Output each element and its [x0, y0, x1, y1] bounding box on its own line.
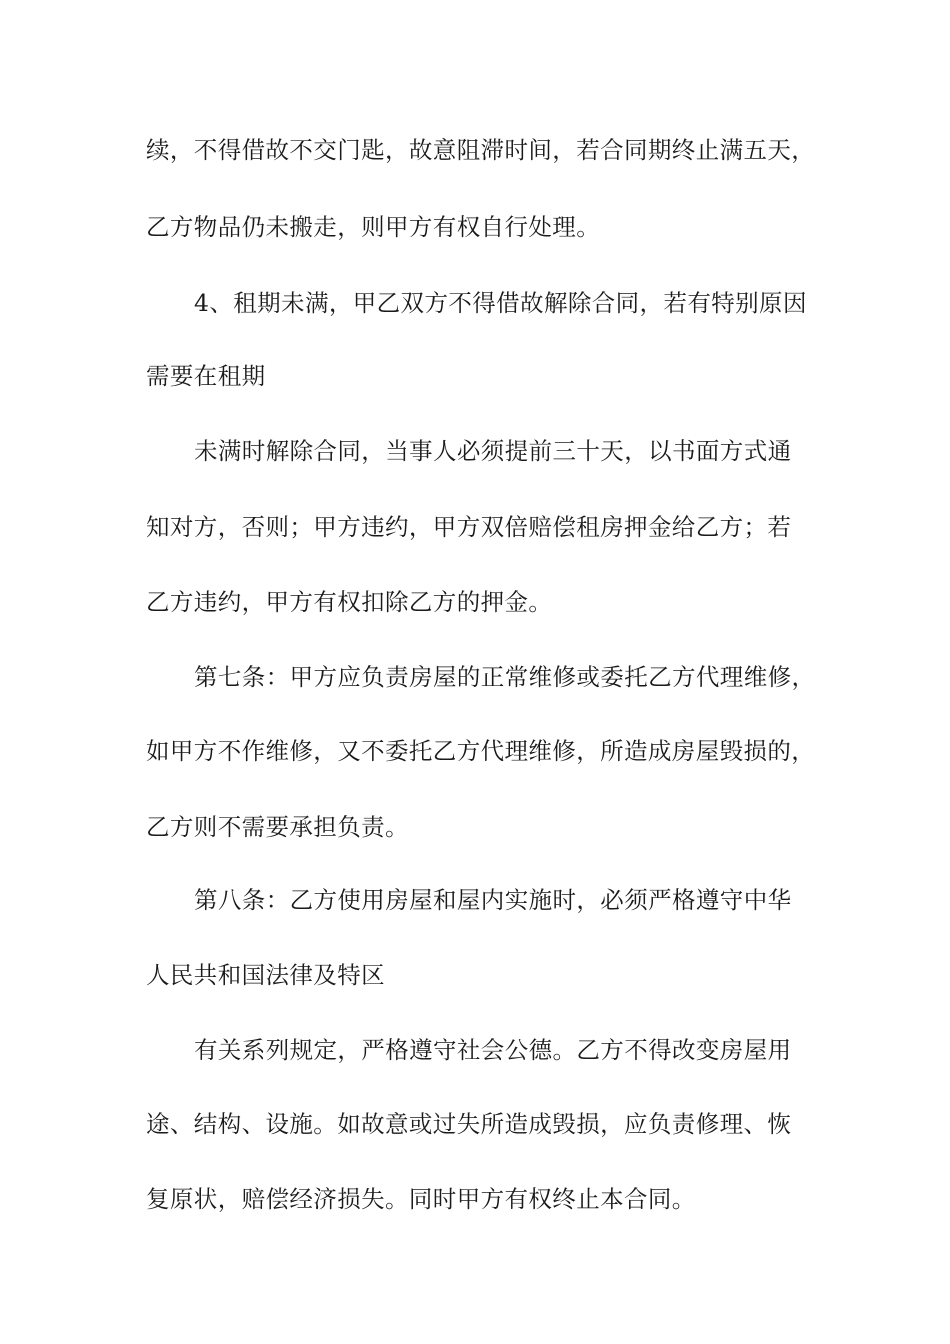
paragraph-line: 续，不得借故不交门匙，故意阻滞时间，若合同期终止满五天， [146, 136, 816, 164]
paragraph-line: 复原状，赔偿经济损失。同时甲方有权终止本合同。 [146, 1185, 696, 1213]
paragraph-line: 乙方则不需要承担负责。 [146, 813, 409, 841]
paragraph-line: 乙方违约，甲方有权扣除乙方的押金。 [146, 588, 553, 616]
paragraph-line: 有关系列规定，严格遵守社会公德。乙方不得改变房屋用 [194, 1036, 792, 1064]
paragraph-line: 人民共和国法律及特区 [146, 961, 385, 989]
paragraph-line: 4、租期未满，甲乙双方不得借故解除合同，若有特别原因 [194, 289, 807, 317]
paragraph-line: 需要在租期 [146, 362, 266, 390]
paragraph-line: 知对方，否则；甲方违约，甲方双倍赔偿租房押金给乙方；若 [146, 513, 792, 541]
paragraph-line: 途、结构、设施。如故意或过失所造成毁损，应负责修理、恢 [146, 1110, 792, 1138]
article-8-line: 第八条：乙方使用房屋和屋内实施时，必须严格遵守中华 [194, 886, 792, 914]
paragraph-line: 未满时解除合同，当事人必须提前三十天，以书面方式通 [194, 437, 792, 465]
paragraph-line: 如甲方不作维修，又不委托乙方代理维修，所造成房屋毁损的， [146, 737, 816, 765]
article-7-line: 第七条：甲方应负责房屋的正常维修或委托乙方代理维修， [194, 663, 816, 691]
paragraph-line: 乙方物品仍未搬走，则甲方有权自行处理。 [146, 213, 601, 241]
